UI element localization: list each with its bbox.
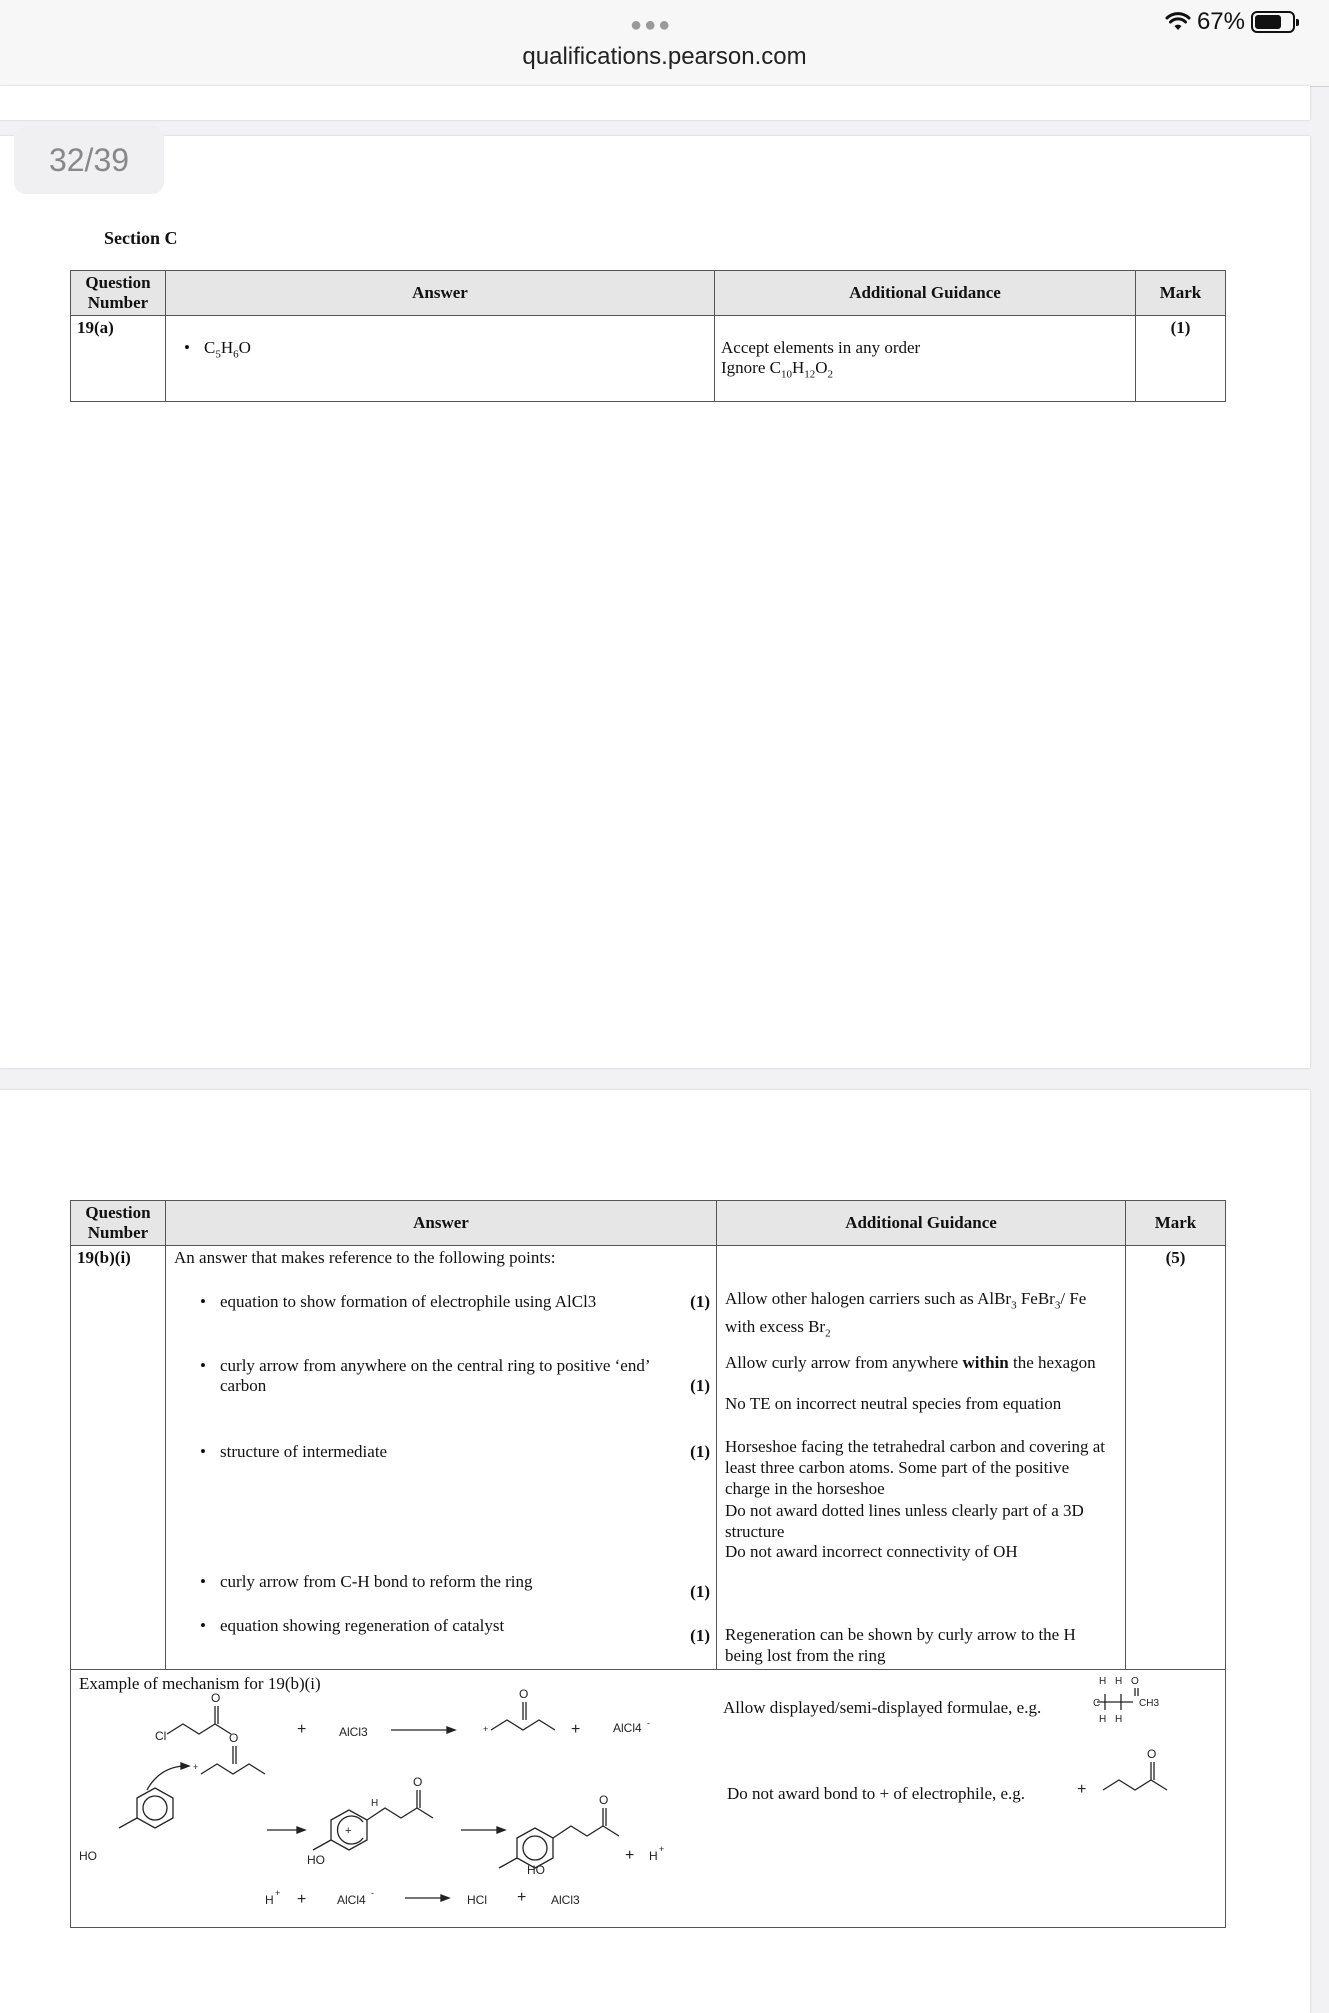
plus-sign: + [625, 1847, 635, 1864]
previous-page-edge [0, 86, 1310, 120]
plus-sign: + [1077, 1781, 1087, 1798]
charge-label: + [193, 1762, 199, 1772]
atom-label: O [413, 1775, 423, 1789]
reagent-label: AlCl3 [551, 1893, 580, 1907]
plus-sign: + [297, 1721, 307, 1738]
atom-label: HO [79, 1849, 97, 1863]
url-bar[interactable]: qualifications.pearson.com [522, 43, 807, 70]
browser-toolbar [0, 0, 1329, 87]
curly-arrow [147, 1766, 183, 1790]
mark-scheme-table-19a [70, 270, 1226, 402]
answer-cell [166, 316, 715, 402]
atom-label: HO [527, 1863, 545, 1877]
answer-cell [166, 1246, 717, 1670]
reagent-label: HCl [467, 1893, 487, 1907]
wifi-icon [1165, 12, 1191, 32]
total-mark: (5) [1126, 1246, 1226, 1670]
header-answer: Answer [166, 1201, 717, 1246]
atom-label: H [1099, 1714, 1107, 1725]
point-mark: (1) [690, 1292, 710, 1311]
point-mark: (1) [690, 1442, 710, 1461]
reagent-label: AlCl3 [339, 1725, 368, 1739]
atom-label: O [229, 1731, 239, 1745]
mark-value: (1) [1136, 316, 1226, 402]
example-mechanism-cell [71, 1670, 1226, 1928]
atom-label: O [1131, 1676, 1139, 1687]
guidance-line: Horseshoe facing the tetrahedral carbon and covering at least three carbon atoms. Some part of the positive charge in the horseshoe [725, 1437, 1105, 1498]
header-question-number: Question Number [71, 271, 166, 316]
mechanism-scheme [71, 1670, 1225, 1928]
example-title: Example of mechanism for 19(b)(i) [79, 1674, 321, 1693]
guidance-line: Allow curly arrow from anywhere within the hexagon [725, 1353, 1096, 1372]
answer-formula: • $C_5H_6O$ [172, 338, 708, 360]
guidance-line: Regeneration can be shown by curly arrow to the H being lost from the ring [725, 1625, 1076, 1665]
skeletal-structure [201, 1764, 265, 1774]
header-question-number: Question Number [71, 1201, 166, 1246]
atom-label: O [1147, 1747, 1157, 1761]
charge-label: + [275, 1888, 281, 1898]
battery-percent: 67% [1196, 8, 1245, 35]
atom-label: H [1115, 1714, 1123, 1725]
reagent-label: H [265, 1893, 274, 1907]
charge-label: - [647, 1718, 650, 1728]
guidance-line: Do not award dotted lines unless clearly part of a 3D structure [725, 1501, 1084, 1541]
point-text: • curly arrow from C-H bond to reform the ring [188, 1572, 660, 1592]
atom-label: H [1099, 1676, 1107, 1687]
atom-label: CH3 [1139, 1698, 1160, 1709]
point-mark: (1) [690, 1626, 710, 1645]
answer-intro: An answer that makes reference to the following points: [174, 1248, 556, 1267]
atom-label: Cl [155, 1729, 167, 1743]
example-guidance: Allow displayed/semi-displayed formulae, e.g. [723, 1698, 1042, 1717]
skeletal-structure [167, 1724, 231, 1734]
plus-sign: + [517, 1889, 527, 1906]
header-guidance: Additional Guidance [717, 1201, 1126, 1246]
status-bar [1165, 8, 1295, 36]
answer-points [166, 1270, 716, 1666]
plus-sign: + [571, 1721, 581, 1738]
charge-label: + [345, 1825, 352, 1837]
guidance-line: Allow other halogen carriers such as AlBr$_3$ FeBr$_3$/ Fe with excess $Br_2$ [725, 1289, 1087, 1340]
header-mark: Mark [1136, 271, 1226, 316]
mark-scheme-table-19bi [70, 1200, 1226, 1928]
point-text: • equation to show formation of electrophile using AlCl3 [188, 1292, 660, 1312]
guidance-line: Accept elements in any order [721, 338, 921, 357]
atom-label: H [371, 1798, 379, 1809]
atom-label: O [211, 1691, 221, 1705]
header-mark: Mark [1126, 1201, 1226, 1246]
more-dots-icon[interactable]: ●●● [630, 14, 673, 36]
atom-label: O [519, 1687, 529, 1701]
guidance-line: No TE on incorrect neutral species from equation [725, 1394, 1062, 1413]
charge-label: + [659, 1844, 665, 1854]
atom-label: C [1093, 1698, 1101, 1709]
guidance-cell [717, 1246, 1126, 1670]
guidance-line: Ignore $C_{10}H_{12}O_2$ [721, 358, 834, 381]
reagent-label: AlCl4 [613, 1721, 642, 1735]
reagent-label: AlCl4 [337, 1893, 366, 1907]
atom-label: HO [307, 1853, 325, 1867]
battery-icon [1251, 11, 1295, 33]
page-counter: 32/39 [14, 126, 164, 194]
example-guidance: Do not award bond to + of electrophile, e.g. [727, 1784, 1026, 1803]
point-text: • curly arrow from anywhere on the central ring to positive ‘end’ carbon [188, 1356, 680, 1396]
section-title: Section C [104, 228, 178, 248]
charge-label: - [371, 1888, 374, 1898]
atom-label: O [599, 1793, 609, 1807]
reagent-label: H [649, 1849, 658, 1863]
point-mark: (1) [690, 1582, 710, 1601]
guidance-line: Do not award incorrect connectivity of OH [725, 1542, 1018, 1561]
atom-label: H [1115, 1676, 1123, 1687]
header-guidance: Additional Guidance [715, 271, 1136, 316]
charge-label: + [483, 1724, 489, 1734]
point-text: • equation showing regeneration of catalyst [188, 1616, 660, 1636]
guidance-cell [715, 316, 1136, 402]
question-number: 19(b)(i) [71, 1246, 166, 1670]
header-answer: Answer [166, 271, 715, 316]
plus-sign: + [297, 1891, 307, 1908]
point-text: • structure of intermediate [188, 1442, 660, 1462]
question-number: 19(a) [71, 316, 166, 402]
point-mark: (1) [690, 1376, 710, 1395]
skeletal-structure [1103, 1780, 1167, 1790]
skeletal-structure [491, 1720, 555, 1730]
